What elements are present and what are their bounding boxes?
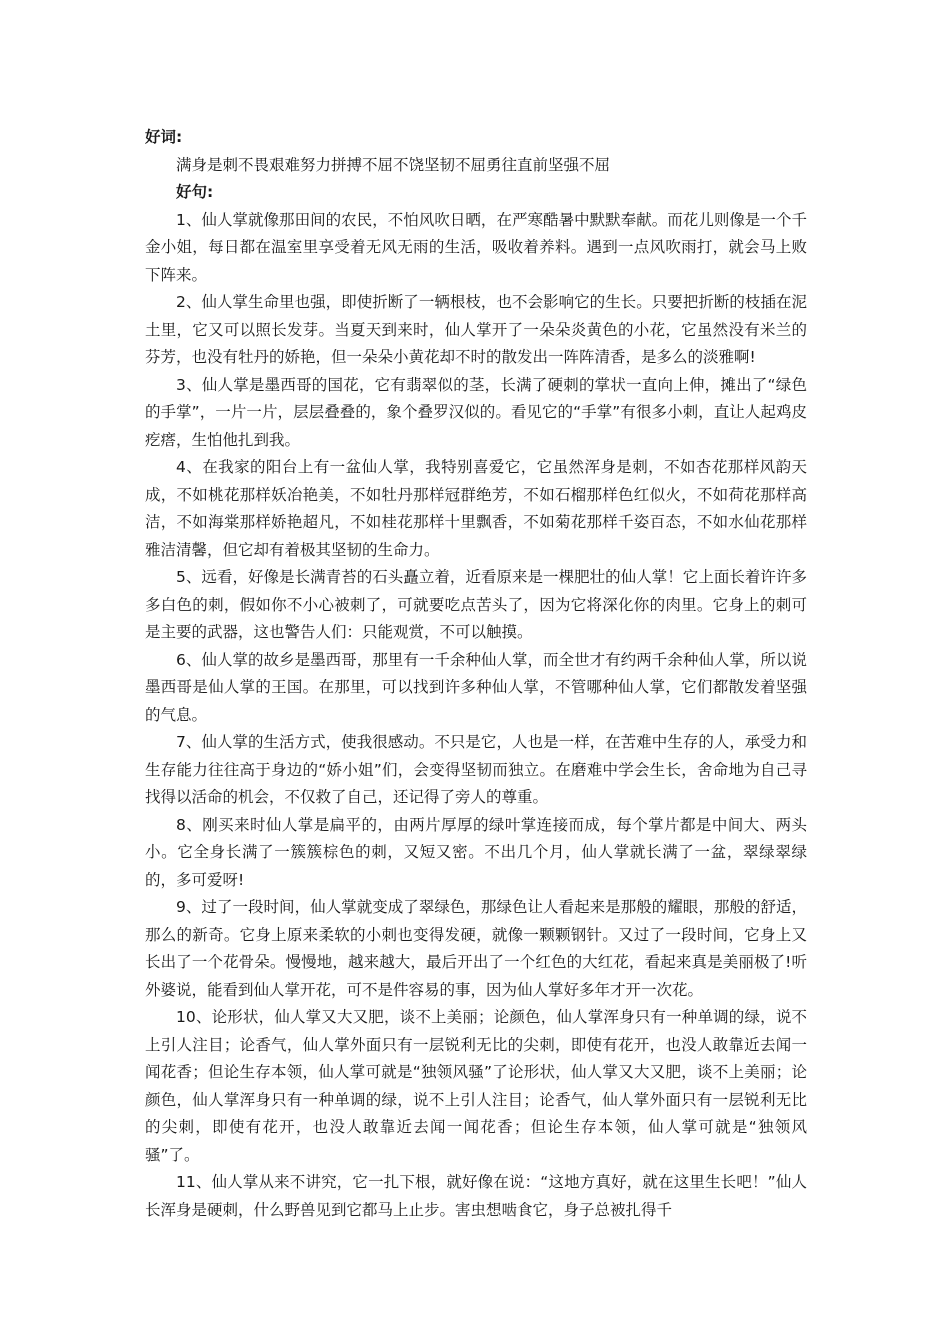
heading-good-words: 好词: <box>145 128 183 146</box>
document-body <box>145 124 807 1224</box>
sentence-paragraph-3: 3、仙人掌是墨西哥的国花，它有翡翠似的茎，长满了硬刺的掌状一直向上伸，摊出了“绿色的手掌”，一片一片，层层叠叠的，象个叠罗汉似的。看见它的“手掌”有很多小刺，直让人起鸡皮疙瘩，生怕他扎到我。 <box>145 375 807 449</box>
sentence-paragraph-6: 6、仙人掌的故乡是墨西哥，那里有一千余种仙人掌，而全世才有约两千余种仙人掌，所以说墨西哥是仙人掌的王国。在那里，可以找到许多种仙人掌，不管哪种仙人掌，它们都散发着坚强的气息。 <box>145 650 807 724</box>
sentence-paragraph-5: 5、远看，好像是长满青苔的石头矗立着，近看原来是一棵肥壮的仙人掌！它上面长着许许多多白色的刺，假如你不小心被刺了，可就要吃点苦头了，因为它将深化你的肉里。它身上的刺可是主要的武器，这也警告人们：只能观赏，不可以触摸。 <box>145 568 807 641</box>
good-words-line: 满身是刺不畏艰难努力拼搏不屈不饶坚韧不屈勇往直前坚强不屈 <box>176 155 611 174</box>
heading-good-sentences: 好句: <box>176 183 214 201</box>
sentence-paragraph-4: 4、在我家的阳台上有一盆仙人掌，我特别喜爱它，它虽然浑身是刺，不如杏花那样风韵天成，不如桃花那样妖冶艳美，不如牡丹那样冠群绝芳，不如石榴那样色红似火，不如荷花那样高洁，不如海棠那样娇艳超凡，不如桂花那样十里飘香，不如菊花那样千姿百态，不如水仙花那样雅洁清馨，但它却有着极其坚韧的生命力。 <box>145 458 807 559</box>
sentence-paragraph-7: 7、仙人掌的生活方式，使我很感动。不只是它，人也是一样，在苦难中生存的人，承受力和生存能力往往高于身边的“娇小姐”们，会变得坚韧而独立。在磨难中学会生长，舍命地为自己寻找得以活命的机会，不仅救了自己，还记得了旁人的尊重。 <box>145 733 807 806</box>
sentence-paragraph-8: 8、刚买来时仙人掌是扁平的，由两片厚厚的绿叶掌连接而成，每个掌片都是中间大、两头小。它全身长满了一簇簇棕色的刺，又短又密。不出几个月，仙人掌就长满了一盆，翠绿翠绿的，多可爱呀! <box>145 815 807 889</box>
sentence-paragraph-10: 10、论形状，仙人掌又大又肥，谈不上美丽；论颜色，仙人掌浑身只有一种单调的绿，说不上引人注目；论香气，仙人掌外面只有一层锐利无比的尖刺，即使有花开，也没人敢靠近去闻一闻花香；但论生存本领，仙人掌可就是“独领风骚”了论形状，仙人掌又大又肥，谈不上美丽；论颜色，仙人掌浑身只有一种单调的绿，说不上引人注目；论香气，仙人掌外面只有一层锐利无比的尖刺，即使有花开，也没人敢靠近去闻一闻花香；但论生存本领，仙人掌可就是“独领风骚”了。 <box>145 1008 807 1164</box>
sentence-paragraph-11: 11、仙人掌从来不讲究，它一扎下根，就好像在说：“这地方真好，就在这里生长吧！”仙人长浑身是硬刺，什么野兽见到它都马上止步。害虫想啮食它，身子总被扎得千 <box>145 1173 807 1219</box>
sentence-paragraph-2: 2、仙人掌生命里也强，即使折断了一辆根枝，也不会影响它的生长。只要把折断的枝插在泥土里，它又可以照长发芽。当夏天到来时，仙人掌开了一朵朵炎黄色的小花，它虽然没有米兰的芬芳，也没有牡丹的娇艳，但一朵朵小黄花却不时的散发出一阵阵清香，是多么的淡雅啊! <box>145 293 807 366</box>
sentence-paragraph-1: 1、仙人掌就像那田间的农民，不怕风吹日晒，在严寒酷暑中默默奉献。而花儿则像是一个千金小姐，每日都在温室里享受着无风无雨的生活，吸收着养料。遇到一点风吹雨打，就会马上败下阵来。 <box>145 210 807 284</box>
sentence-paragraph-9: 9、过了一段时间，仙人掌就变成了翠绿色，那绿色让人看起来是那般的耀眼，那般的舒适，那么的新奇。它身上原来柔软的小刺也变得发硬，就像一颗颗钢针。又过了一段时间，它身上又长出了一个花骨朵。慢慢地，越来越大，最后开出了一个红色的大红花，看起来真是美丽极了!听外婆说，能看到仙人掌开花，可不是件容易的事，因为仙人掌好多年才开一次花。 <box>145 898 807 999</box>
